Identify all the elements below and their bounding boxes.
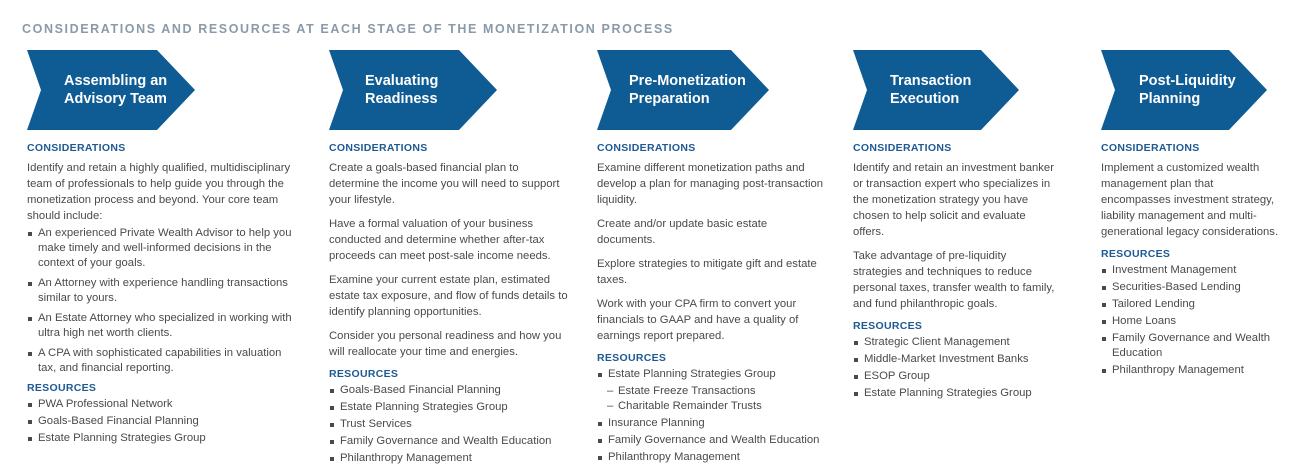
stage-column-assembling-advisory-team <box>27 50 299 452</box>
resources-heading: RESOURCES <box>1101 248 1171 260</box>
resources-heading: RESOURCES <box>597 352 667 364</box>
consideration-text: Identify and retain an investment banker or transaction expert who specializes in the monetization strategy you have chosen to help solicit and evaluate offers. <box>853 162 1054 238</box>
resource-item: Securities-Based Lending <box>1101 280 1287 295</box>
stage-column-transaction-execution <box>853 50 1075 407</box>
resource-item: Family Governance and Wealth Education <box>329 434 569 449</box>
resources-list <box>1101 263 1287 378</box>
consideration-text: Identify and retain a highly qualified, multidisciplinary team of professionals to help guide you through the monetization process and beyond. Your core team should include: <box>27 162 291 222</box>
consideration-text: Implement a customized wealth management plan that encompasses investment strategy, liability management and multi-generational legacy considerations. <box>1101 162 1279 238</box>
considerations-heading: CONSIDERATIONS <box>1101 142 1200 154</box>
stage-arrow-pre-monetization-preparation <box>597 50 825 130</box>
consideration-text: Explore strategies to mitigate gift and estate taxes. <box>597 258 817 286</box>
consideration-text: Examine different monetization paths and develop a plan for managing post-transaction liquidity. <box>597 162 824 206</box>
resources-heading: RESOURCES <box>853 320 923 332</box>
resources-heading: RESOURCES <box>329 368 399 380</box>
resource-item: Strategic Client Management <box>853 335 1075 350</box>
consideration-text: Create and/or update basic estate documents. <box>597 218 768 246</box>
stage-column-pre-monetization-preparation <box>597 50 825 471</box>
consideration-text: Have a formal valuation of your business conducted and determine whether after-tax proceeds can meet post-sale income needs. <box>329 218 551 262</box>
stage-arrow-evaluating-readiness <box>329 50 569 130</box>
dash-marker: – <box>607 385 614 397</box>
resource-item: Tailored Lending <box>1101 297 1287 312</box>
stage-column-post-liquidity-planning <box>1101 50 1287 384</box>
resource-item: Philanthropy Management <box>1101 363 1287 378</box>
list-item: A CPA with sophisticated capabilities in valuation tax, and financial reporting. <box>27 346 299 376</box>
stage-arrow-post-liquidity-planning <box>1101 50 1287 130</box>
sub-resource-item <box>597 384 825 399</box>
stage-column-evaluating-readiness <box>329 50 569 472</box>
stage-arrow-assembling-advisory-team <box>27 50 299 130</box>
resources-list <box>597 367 825 465</box>
resource-item: Estate Planning Strategies Group <box>27 431 299 446</box>
resource-item: Insurance Planning <box>597 416 825 431</box>
resource-item: ESOP Group <box>853 369 1075 384</box>
stage-title: Pre-Monetization Preparation <box>629 73 746 107</box>
considerations-heading: CONSIDERATIONS <box>853 142 952 154</box>
stage-title: Evaluating Readiness <box>365 73 439 107</box>
resources-list <box>329 383 569 466</box>
resource-item: Estate Planning Strategies Group <box>597 367 825 382</box>
considerations-heading: CONSIDERATIONS <box>329 142 428 154</box>
resource-item: Estate Planning Strategies Group <box>853 386 1075 401</box>
resources-list <box>853 335 1075 401</box>
consideration-text: Examine your current estate plan, estimated estate tax exposure, and flow of funds details to identify planning opportunities. <box>329 274 568 318</box>
consideration-text: Take advantage of pre-liquidity strategies and techniques to reduce personal taxes, transfer wealth to family, and fund philanthropic goals. <box>853 250 1055 310</box>
resource-item: Estate Planning Strategies Group <box>329 400 569 415</box>
stage-title: Transaction Execution <box>890 73 972 107</box>
resource-item: PWA Professional Network <box>27 397 299 412</box>
considerations-heading: CONSIDERATIONS <box>597 142 696 154</box>
resource-item: Philanthropy Management <box>329 451 569 466</box>
resource-item: Family Governance and Wealth Education <box>597 433 825 448</box>
list-item: An Estate Attorney who specialized in working with ultra high net worth clients. <box>27 311 299 341</box>
consideration-text: Consider you personal readiness and how you will reallocate your time and energies. <box>329 330 562 358</box>
consideration-text: Work with your CPA firm to convert your financials to GAAP and have a quality of earnings report prepared. <box>597 298 799 342</box>
stage-title: Assembling an Advisory Team <box>64 73 168 107</box>
stage-arrow-transaction-execution <box>853 50 1075 130</box>
considerations-heading: CONSIDERATIONS <box>27 142 126 154</box>
sub-resource-label: Estate Freeze Transactions <box>618 385 756 397</box>
sub-resource-label: Charitable Remainder Trusts <box>618 400 762 412</box>
resource-item: Middle-Market Investment Banks <box>853 352 1075 367</box>
resource-item: Trust Services <box>329 417 569 432</box>
list-item: An Attorney with experience handling transactions similar to yours. <box>27 276 299 306</box>
list-item: An experienced Private Wealth Advisor to help you make timely and well-informed decisions in the context of your goals. <box>27 226 299 271</box>
page-title: CONSIDERATIONS AND RESOURCES AT EACH STAGE OF THE MONETIZATION PROCESS <box>22 22 674 36</box>
consideration-text: Create a goals-based financial plan to determine the income you will need to support your lifestyle. <box>329 162 560 206</box>
team-members-list <box>27 226 299 376</box>
resource-item: Philanthropy Management <box>597 450 825 465</box>
resource-item: Investment Management <box>1101 263 1287 278</box>
resource-item: Home Loans <box>1101 314 1287 329</box>
sub-resource-item <box>597 399 825 414</box>
resource-item: Goals-Based Financial Planning <box>27 414 299 429</box>
dash-marker: – <box>607 400 614 412</box>
resources-list <box>27 397 299 446</box>
resource-item: Family Governance and Wealth Education <box>1101 331 1287 361</box>
resources-heading: RESOURCES <box>27 382 97 394</box>
resource-item: Goals-Based Financial Planning <box>329 383 569 398</box>
stage-title: Post-Liquidity Planning <box>1139 73 1236 107</box>
